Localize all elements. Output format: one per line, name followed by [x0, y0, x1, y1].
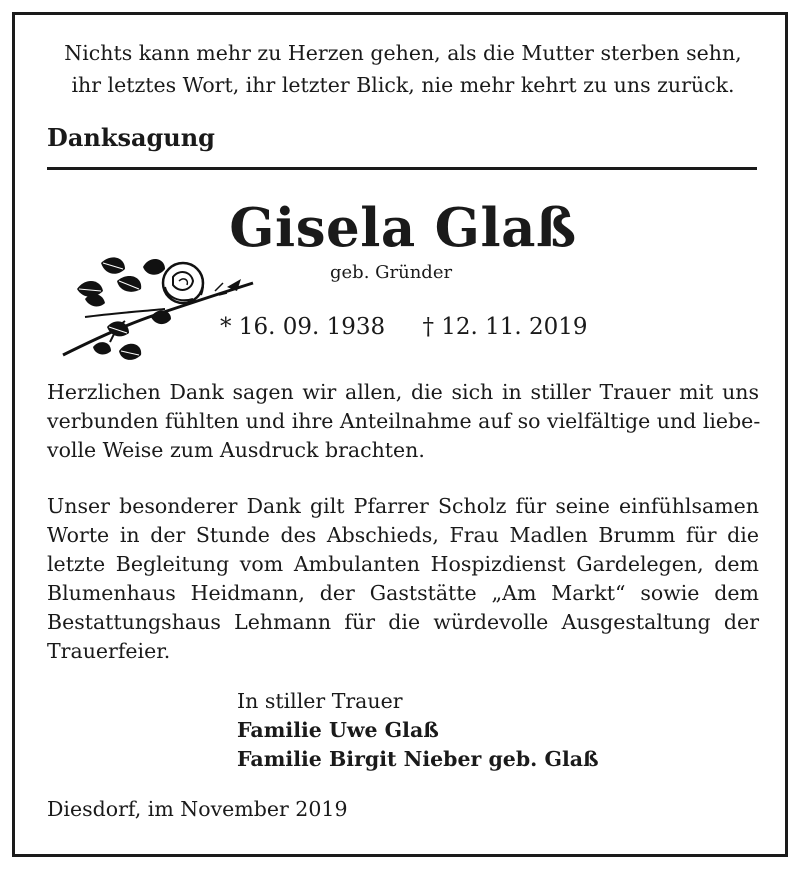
signature-block	[237, 687, 599, 774]
quote-line-1: Nichts kann mehr zu Herzen gehen, als die Mutter sterben sehn,	[64, 41, 742, 65]
obituary-frame	[12, 12, 788, 857]
memorial-quote	[15, 37, 791, 101]
deceased-name: Gisela Glaß	[229, 197, 577, 259]
text-line: verbunden fühlten und ihre Anteilnahme auf so vielfältige und liebe-	[47, 409, 761, 433]
divider	[47, 167, 757, 170]
text-line: letzte Begleitung vom Ambulanten Hospizdienst Gardelegen, dem	[47, 552, 759, 576]
text-line: Trauerfeier.	[47, 639, 171, 663]
family-name-1: Familie Uwe Glaß	[237, 718, 439, 742]
text-line: Unser besonderer Dank gilt Pfarrer Scholz für seine einfühlsamen	[47, 494, 759, 518]
page-title: Danksagung	[47, 123, 215, 152]
place-date: Diesdorf, im November 2019	[47, 797, 348, 821]
birth-date: * 16. 09. 1938	[220, 314, 386, 340]
life-dates	[220, 314, 588, 340]
text-line: Bestattungshaus Lehmann für die würdevolle Ausgestaltung der	[47, 610, 759, 634]
quote-line-2: ihr letztes Wort, ihr letzter Blick, nie mehr kehrt zu uns zurück.	[71, 73, 735, 97]
birth-name: geb. Gründer	[330, 262, 453, 283]
text-line: Herzlichen Dank sagen wir allen, die sich in stiller Trauer mit uns	[47, 380, 759, 404]
signature-intro: In stiller Trauer	[237, 689, 403, 713]
text-line: volle Weise zum Ausdruck brachten.	[47, 438, 425, 462]
text-line: Blumenhaus Heidmann, der Gaststätte „Am Markt“ sowie dem	[47, 581, 759, 605]
special-thanks-paragraph	[47, 492, 759, 666]
text-line: Worte in der Stunde des Abschieds, Frau Madlen Brumm für die	[47, 523, 759, 547]
family-name-2: Familie Birgit Nieber geb. Glaß	[237, 747, 599, 771]
death-date: † 12. 11. 2019	[422, 314, 588, 340]
thanks-paragraph	[47, 378, 759, 465]
rose-icon	[55, 247, 255, 372]
